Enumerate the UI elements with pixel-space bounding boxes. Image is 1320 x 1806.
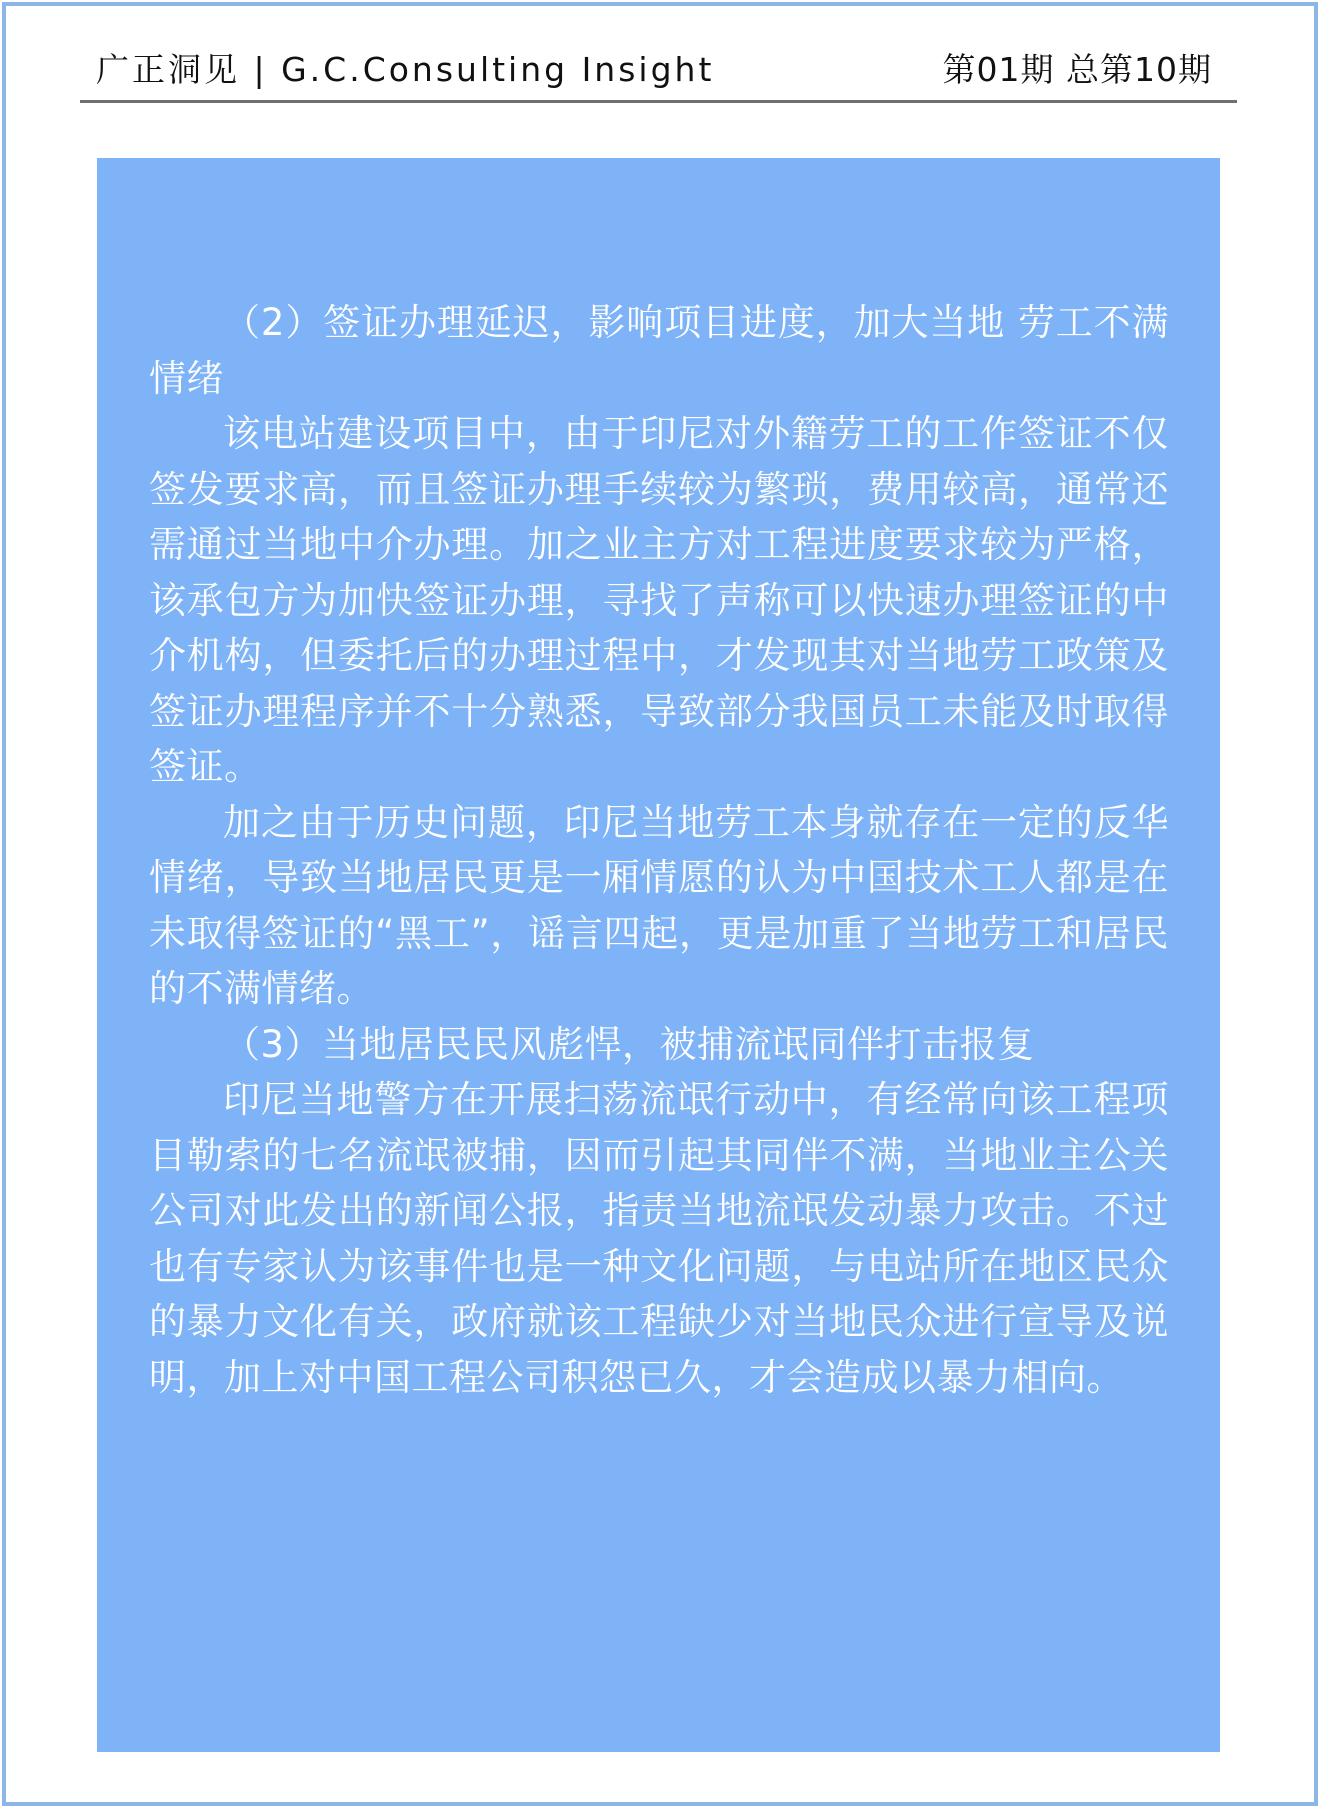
paragraph-local-sentiment: 加之由于历史问题，印尼当地劳工本身就存在一定的反华情绪，导致当地居民更是一厢情愿的认为中国技术工人都是在未取得签证的“黑工”，谣言四起，更是加重了当地劳工和居民的不满情绪。	[149, 800, 1169, 1010]
header-divider	[80, 100, 1237, 103]
paragraph-retaliation: 印尼当地警方在开展扫荡流氓行动中，有经常向该工程项目勒索的七名流氓被捕，因而引起其同伴不满，当地业主公关公司对此发出的新闻公报，指责当地流氓发动暴力攻击。不过也有专家认为该事件也是一种文化问题，与电站所在地区民众的暴力文化有关，政府就该工程缺少对当地民众进行宣导及说明，加上对中国工程公司积怨已久，才会造成以暴力相向。	[149, 1078, 1169, 1399]
article-body	[149, 295, 1169, 1405]
paragraph-visa-delay: 该电站建设项目中，由于印尼对外籍劳工的工作签证不仅签发要求高，而且签证办理手续较为繁琐，费用较高，通常还需通过当地中介办理。加之业主方对工程进度要求较为严格，该承包方为加快签证办理，寻找了声称可以快速办理签证的中介机构，但委托后的办理过程中，才发现其对当地劳工政策及签证办理程序并不十分熟悉，导致部分我国员工未能及时取得签证。	[149, 412, 1169, 788]
publication-title: 广正洞见 | G.C.Consulting Insight	[96, 50, 715, 89]
section-heading-3: （3）当地居民民风彪悍，被捕流氓同伴打击报复	[223, 1022, 1035, 1066]
content-panel	[97, 158, 1220, 1752]
issue-number: 第01期 总第10期	[942, 50, 1212, 89]
section-heading-2: （2）签证办理延迟，影响项目进度，加大当地 劳工不满情绪	[149, 301, 1169, 400]
page-header	[80, 38, 1236, 88]
